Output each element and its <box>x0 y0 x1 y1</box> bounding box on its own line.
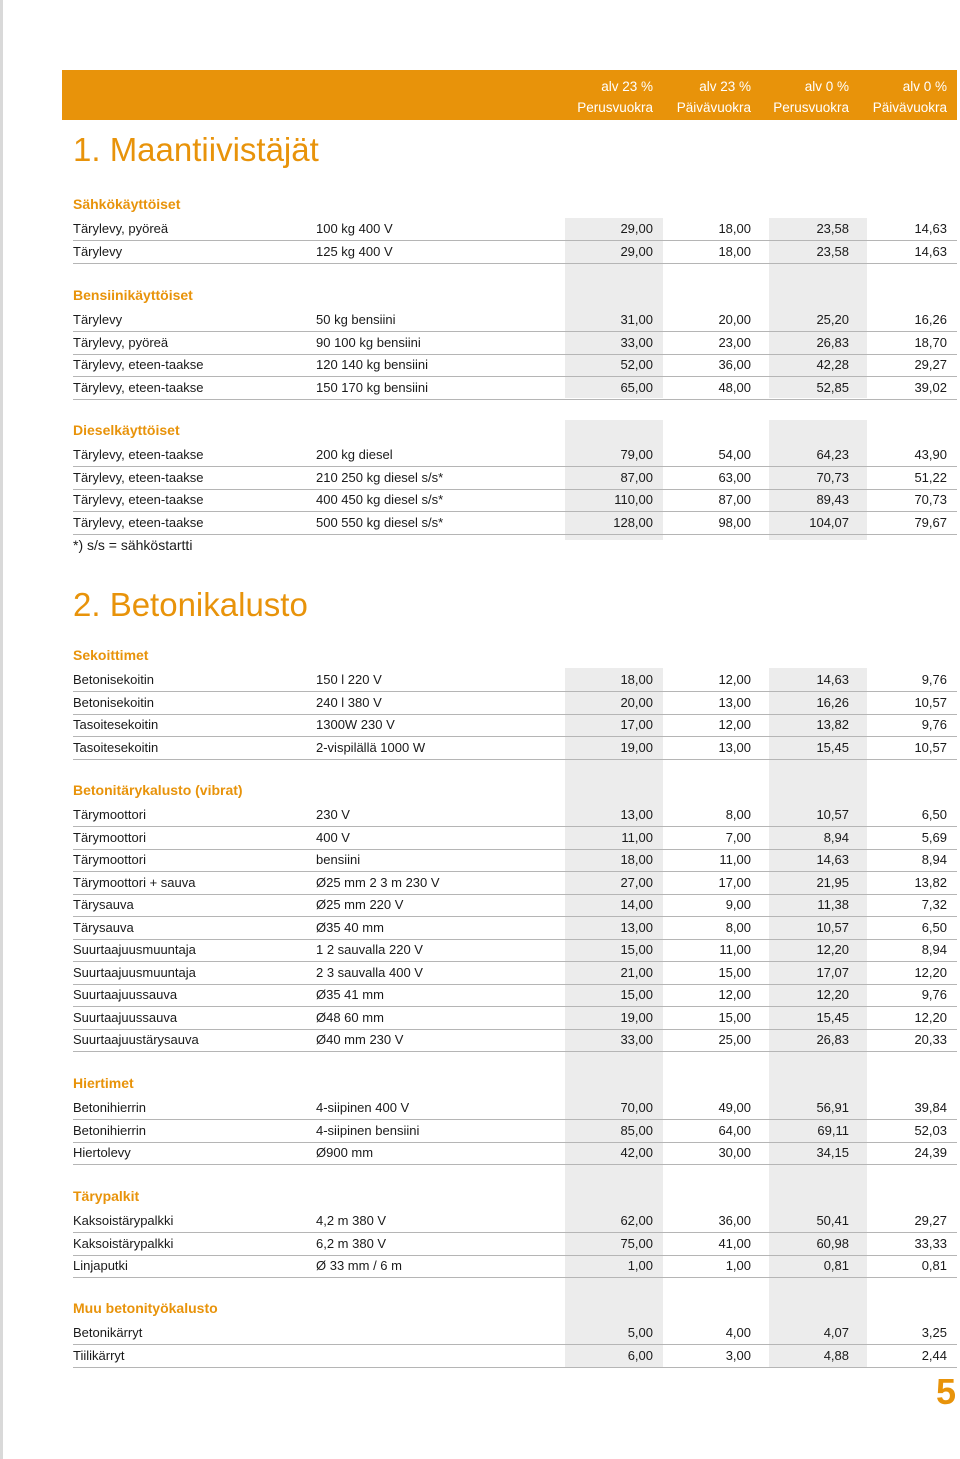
group-title: Sähkökäyttöiset <box>73 196 181 212</box>
price-cell: 12,20 <box>914 964 947 980</box>
header-vat: alv 23 % <box>699 79 751 94</box>
price-cell: 15,00 <box>718 1009 751 1025</box>
header-type: Päivävuokra <box>872 100 947 115</box>
left-edge-rule <box>0 0 3 1459</box>
table-row <box>73 984 957 1007</box>
price-cell: 36,00 <box>718 357 751 372</box>
price-cell: 26,83 <box>816 334 849 350</box>
item-spec: Ø35 40 mm <box>316 919 384 935</box>
price-cell: 8,00 <box>725 807 751 822</box>
table-row <box>73 827 957 850</box>
section-title: 1. Maantiivistäjät <box>73 131 319 168</box>
price-cell: 6,00 <box>627 1347 653 1363</box>
table-row <box>73 1029 957 1052</box>
price-cell: 19,00 <box>620 739 653 755</box>
item-spec: 4-siipinen bensiini <box>316 1122 420 1138</box>
table-row <box>73 714 957 737</box>
price-cell: 79,00 <box>620 447 653 462</box>
group-title: Betonitärykalusto (vibrat) <box>73 782 243 798</box>
price-cell: 65,00 <box>620 379 653 395</box>
price-cell: 3,00 <box>725 1347 751 1363</box>
price-cell: 20,33 <box>914 1032 947 1047</box>
price-cell: 21,00 <box>620 964 653 980</box>
item-name: Hiertolevy <box>73 1145 131 1160</box>
page-number: 5 <box>935 1371 956 1412</box>
price-cell: 11,00 <box>719 852 751 867</box>
item-spec: Ø35 41 mm <box>316 987 384 1002</box>
item-spec: 90 100 kg bensiini <box>316 334 421 350</box>
table-row <box>73 1097 957 1120</box>
table-row <box>73 1210 957 1233</box>
price-cell: 0,81 <box>823 1258 849 1273</box>
price-cell: 8,94 <box>823 829 849 845</box>
item-name: Tärylevy <box>73 312 123 327</box>
price-cell: 7,00 <box>725 829 751 845</box>
price-cell: 9,76 <box>921 717 947 732</box>
price-cell: 52,03 <box>914 1122 947 1138</box>
price-cell: 1,00 <box>627 1258 653 1273</box>
table-row <box>73 467 957 490</box>
price-cell: 87,00 <box>718 492 751 507</box>
item-spec: Ø 33 mm / 6 m <box>316 1258 402 1273</box>
price-cell: 15,00 <box>620 987 653 1002</box>
price-cell: 12,00 <box>718 987 751 1002</box>
price-cell: 1,00 <box>725 1258 751 1273</box>
price-cell: 15,45 <box>816 1009 849 1025</box>
price-cell: 18,00 <box>620 852 653 867</box>
price-cell: 70,00 <box>620 1100 653 1115</box>
price-cell: 60,98 <box>816 1235 849 1251</box>
item-name: Kaksoistärypalkki <box>73 1213 174 1228</box>
table-row <box>73 1233 957 1256</box>
price-cell: 42,28 <box>816 357 849 372</box>
price-cell: 49,00 <box>718 1100 751 1115</box>
item-name: Suurtaajuustärysauva <box>73 1032 199 1047</box>
table-row <box>73 737 957 760</box>
header-type: Päivävuokra <box>676 100 751 115</box>
item-spec: 150 170 kg bensiini <box>316 379 429 395</box>
price-cell: 8,94 <box>921 852 947 867</box>
item-name: Tärylevy, eteen-taakse <box>73 379 204 395</box>
price-cell: 11,38 <box>817 897 849 912</box>
item-name: Tärysauva <box>73 897 134 912</box>
table-row <box>73 1007 957 1030</box>
item-spec: Ø900 mm <box>316 1145 374 1160</box>
header-type: Perusvuokra <box>577 100 653 115</box>
price-cell: 11,00 <box>621 829 653 845</box>
group-title: Hiertimet <box>73 1075 134 1091</box>
price-cell: 50,41 <box>816 1213 849 1228</box>
item-spec: 210 250 kg diesel s/s* <box>316 469 444 485</box>
price-cell: 15,45 <box>816 739 849 755</box>
header-col-3 <box>751 76 849 118</box>
price-cell: 27,00 <box>620 874 653 890</box>
item-spec: 1 2 sauvalla 220 V <box>316 942 423 957</box>
item-spec: 400 V <box>316 829 350 845</box>
price-cell: 75,00 <box>620 1235 653 1251</box>
table-row <box>73 1120 957 1143</box>
price-cell: 26,83 <box>816 1032 849 1047</box>
price-cell: 12,20 <box>816 942 849 957</box>
header-col-2 <box>653 76 751 118</box>
price-cell: 13,00 <box>718 739 751 755</box>
price-cell: 30,00 <box>718 1145 751 1160</box>
price-cell: 4,00 <box>725 1325 751 1340</box>
item-spec: Ø25 mm 2 3 m 230 V <box>316 874 440 890</box>
header-col-1 <box>555 76 653 118</box>
table-row <box>73 241 957 264</box>
price-cell: 52,00 <box>620 357 653 372</box>
header-vat: alv 0 % <box>902 79 947 94</box>
price-cell: 13,00 <box>718 694 751 710</box>
price-cell: 2,44 <box>921 1347 947 1363</box>
price-cell: 18,70 <box>914 334 947 350</box>
footnote: *) s/s = sähköstartti <box>73 537 193 553</box>
item-spec: 100 kg 400 V <box>316 221 393 236</box>
price-cell: 29,27 <box>914 357 947 372</box>
price-cell: 29,00 <box>620 243 653 259</box>
price-cell: 9,76 <box>921 672 947 687</box>
item-name: Tärylevy <box>73 243 123 259</box>
item-name: Tärylevy, pyöreä <box>73 334 169 350</box>
item-spec: 4,2 m 380 V <box>316 1213 387 1228</box>
price-cell: 85,00 <box>620 1122 653 1138</box>
price-cell: 14,63 <box>914 243 947 259</box>
item-spec: 120 140 kg bensiini <box>316 357 429 372</box>
price-cell: 8,94 <box>921 942 947 957</box>
item-name: Tärysauva <box>73 919 134 935</box>
item-spec: 2 3 sauvalla 400 V <box>316 964 423 980</box>
item-name: Tärymoottori <box>73 852 146 867</box>
table-row <box>73 1255 957 1278</box>
price-cell: 41,00 <box>718 1235 751 1251</box>
header-vat: alv 0 % <box>804 79 849 94</box>
price-cell: 5,00 <box>627 1325 653 1340</box>
table-row <box>73 309 957 332</box>
table-row <box>73 332 957 355</box>
price-cell: 62,00 <box>620 1213 653 1228</box>
item-spec: 2-vispilällä 1000 W <box>316 739 426 755</box>
price-cell: 25,00 <box>718 1032 751 1047</box>
price-cell: 98,00 <box>718 514 751 530</box>
price-cell: 12,00 <box>718 672 751 687</box>
price-cell: 43,90 <box>914 447 947 462</box>
group-title: Tärypalkit <box>73 1188 140 1204</box>
table-row <box>73 354 957 377</box>
price-cell: 20,00 <box>620 694 653 710</box>
table-row <box>73 872 957 895</box>
item-spec: 200 kg diesel <box>316 447 393 462</box>
price-cell: 3,25 <box>921 1325 947 1340</box>
price-cell: 42,00 <box>620 1145 653 1160</box>
price-cell: 39,02 <box>914 379 947 395</box>
price-cell: 14,00 <box>620 897 653 912</box>
price-cell: 24,39 <box>914 1145 947 1160</box>
price-cell: 10,57 <box>914 739 947 755</box>
price-cell: 33,33 <box>914 1235 947 1251</box>
item-name: Tasoitesekoitin <box>73 739 159 755</box>
price-cell: 29,27 <box>914 1213 947 1228</box>
price-cell: 18,00 <box>718 243 751 259</box>
item-spec: bensiini <box>316 852 361 867</box>
item-name: Tärylevy, eteen-taakse <box>73 357 204 372</box>
price-cell: 12,20 <box>816 987 849 1002</box>
price-cell: 10,57 <box>816 919 849 935</box>
price-cell: 16,26 <box>816 694 849 710</box>
header-type: Perusvuokra <box>773 100 849 115</box>
price-cell: 64,23 <box>816 447 849 462</box>
item-spec: 4-siipinen 400 V <box>316 1100 410 1115</box>
price-cell: 14,63 <box>816 672 849 687</box>
item-name: Suurtaajuusmuuntaja <box>73 964 196 980</box>
price-cell: 13,00 <box>620 807 653 822</box>
item-name: Suurtaajuussauva <box>73 1009 178 1025</box>
item-name: Tärymoottori <box>73 829 146 845</box>
item-name: Suurtaajuussauva <box>73 987 178 1002</box>
price-cell: 13,00 <box>620 919 653 935</box>
price-header-band <box>62 70 957 120</box>
price-cell: 110,00 <box>614 492 653 507</box>
price-cell: 23,58 <box>816 243 849 259</box>
price-cell: 36,00 <box>718 1213 751 1228</box>
price-cell: 6,50 <box>921 807 947 822</box>
price-cell: 33,00 <box>620 334 653 350</box>
table-row <box>73 917 957 940</box>
price-cell: 16,26 <box>914 312 947 327</box>
item-spec: 400 450 kg diesel s/s* <box>316 492 444 507</box>
item-name: Kaksoistärypalkki <box>73 1235 174 1251</box>
price-cell: 17,00 <box>718 874 751 890</box>
item-name: Tasoitesekoitin <box>73 717 159 732</box>
price-cell: 0,81 <box>921 1258 947 1273</box>
price-cell: 70,73 <box>914 492 947 507</box>
price-cell: 12,00 <box>718 717 751 732</box>
price-cell: 34,15 <box>816 1145 849 1160</box>
item-name: Tärymoottori + sauva <box>73 874 196 890</box>
price-cell: 19,00 <box>620 1009 653 1025</box>
price-cell: 33,00 <box>620 1032 653 1047</box>
price-cell: 13,82 <box>816 717 849 732</box>
item-name: Betonihierrin <box>73 1122 146 1138</box>
item-name: Tärylevy, pyöreä <box>73 221 169 236</box>
price-cell: 15,00 <box>620 942 653 957</box>
price-cell: 11,00 <box>719 942 751 957</box>
item-spec: Ø25 mm 220 V <box>316 897 404 912</box>
group-title: Muu betonityökalusto <box>73 1300 218 1316</box>
table-row <box>73 692 957 715</box>
price-cell: 13,82 <box>914 874 947 890</box>
item-name: Betonikärryt <box>73 1325 143 1340</box>
item-spec: 1300W 230 V <box>316 717 395 732</box>
item-name: Tärylevy, eteen-taakse <box>73 447 204 462</box>
price-cell: 89,43 <box>816 492 849 507</box>
table-row <box>73 377 957 400</box>
table-row <box>73 489 957 512</box>
price-cell: 8,00 <box>725 919 751 935</box>
item-spec: 125 kg 400 V <box>316 243 393 259</box>
item-spec: 150 l 220 V <box>316 672 382 687</box>
table-row <box>73 962 957 985</box>
price-cell: 9,76 <box>921 987 947 1002</box>
table-row <box>73 939 957 962</box>
price-cell: 39,84 <box>914 1100 947 1115</box>
item-name: Tärylevy, eteen-taakse <box>73 469 204 485</box>
table-row <box>73 218 957 241</box>
price-cell: 25,20 <box>816 312 849 327</box>
table-row <box>73 1322 957 1345</box>
price-cell: 17,07 <box>816 964 849 980</box>
price-cell: 87,00 <box>620 469 653 485</box>
item-spec: Ø40 mm 230 V <box>316 1032 404 1047</box>
table-row <box>73 669 957 692</box>
item-name: Tärymoottori <box>73 807 146 822</box>
item-name: Betonihierrin <box>73 1100 146 1115</box>
item-name: Betonisekoitin <box>73 694 154 710</box>
price-cell: 14,63 <box>816 852 849 867</box>
table-row <box>73 512 957 535</box>
item-name: Tärylevy, eteen-taakse <box>73 514 204 530</box>
price-cell: 23,58 <box>816 221 849 236</box>
group-title: Sekoittimet <box>73 647 149 663</box>
item-spec: 50 kg bensiini <box>316 312 396 327</box>
item-spec: 240 l 380 V <box>316 694 382 710</box>
item-spec: 230 V <box>316 807 350 822</box>
price-cell: 51,22 <box>914 469 947 485</box>
price-cell: 15,00 <box>718 964 751 980</box>
price-cell: 70,73 <box>816 469 849 485</box>
price-cell: 4,88 <box>823 1347 849 1363</box>
price-cell: 69,11 <box>817 1122 849 1138</box>
price-cell: 52,85 <box>816 379 849 395</box>
price-cell: 31,00 <box>620 312 653 327</box>
group-title: Bensiinikäyttöiset <box>73 287 193 303</box>
price-cell: 128,00 <box>613 514 653 530</box>
header-col-4 <box>849 76 947 118</box>
item-name: Betonisekoitin <box>73 672 154 687</box>
table-row <box>73 1345 957 1368</box>
table-row <box>73 849 957 872</box>
price-cell: 48,00 <box>718 379 751 395</box>
price-cell: 9,00 <box>725 897 751 912</box>
table-row <box>73 804 957 827</box>
table-row <box>73 894 957 917</box>
table-row <box>73 1142 957 1165</box>
price-cell: 14,63 <box>914 221 947 236</box>
item-spec: 500 550 kg diesel s/s* <box>316 514 444 530</box>
price-cell: 18,00 <box>718 221 751 236</box>
table-row <box>73 444 957 467</box>
price-cell: 20,00 <box>718 312 751 327</box>
price-cell: 4,07 <box>823 1325 849 1340</box>
item-spec: Ø48 60 mm <box>316 1009 384 1025</box>
price-cell: 64,00 <box>718 1122 751 1138</box>
price-cell: 23,00 <box>718 334 751 350</box>
group-title: Dieselkäyttöiset <box>73 422 180 438</box>
price-cell: 10,57 <box>914 694 947 710</box>
price-cell: 104,07 <box>809 514 849 530</box>
item-name: Tärylevy, eteen-taakse <box>73 492 204 507</box>
item-name: Tiilikärryt <box>73 1347 125 1363</box>
price-cell: 5,69 <box>921 829 947 845</box>
price-cell: 54,00 <box>718 447 751 462</box>
price-cell: 63,00 <box>718 469 751 485</box>
price-cell: 21,95 <box>816 874 849 890</box>
price-cell: 56,91 <box>816 1100 849 1115</box>
item-spec: 6,2 m 380 V <box>316 1235 387 1251</box>
price-cell: 17,00 <box>620 717 653 732</box>
item-name: Suurtaajuusmuuntaja <box>73 942 196 957</box>
price-cell: 7,32 <box>921 897 947 912</box>
item-name: Linjaputki <box>73 1258 128 1273</box>
price-cell: 29,00 <box>620 221 653 236</box>
price-cell: 79,67 <box>914 514 947 530</box>
price-cell: 18,00 <box>620 672 653 687</box>
price-cell: 10,57 <box>816 807 849 822</box>
price-cell: 12,20 <box>914 1009 947 1025</box>
header-vat: alv 23 % <box>601 79 653 94</box>
price-cell: 6,50 <box>921 919 947 935</box>
section-title: 2. Betonikalusto <box>73 586 308 623</box>
